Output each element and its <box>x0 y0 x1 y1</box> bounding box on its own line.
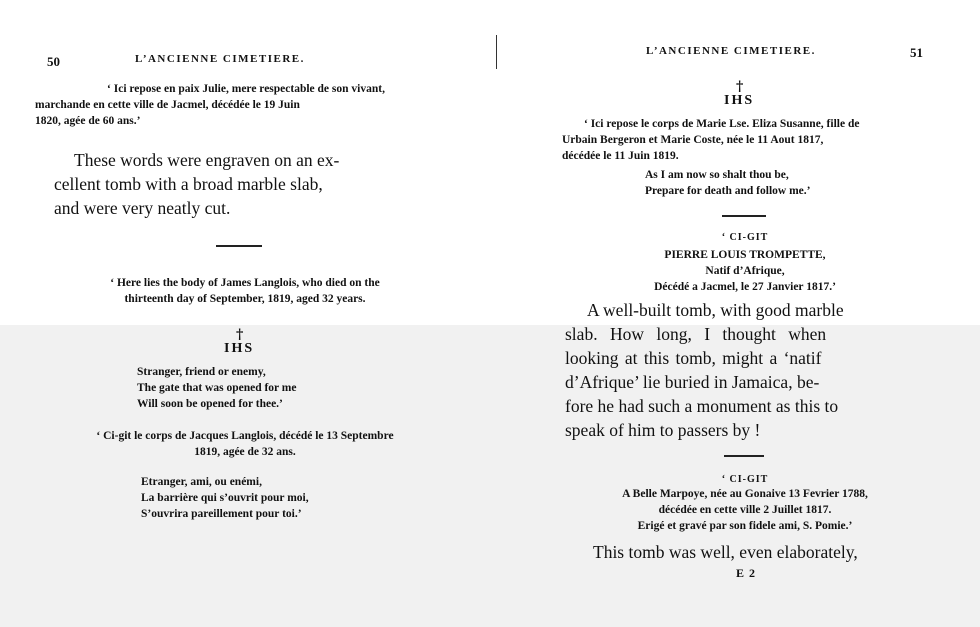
commentary-line: fore he had such a monument as this to <box>565 396 839 416</box>
epitaph-line: Natif d’Afrique, <box>705 265 785 277</box>
verse-english <box>137 364 397 412</box>
cross-icon: † <box>736 79 744 95</box>
commentary-line: d’Afrique’ lie buried in Jamaica, be- <box>565 372 820 392</box>
commentary-line: looking at this tomb, might a ‘natif <box>565 348 822 368</box>
commentary-line: speak of him to passers by ! <box>565 420 761 440</box>
epitaph-line: décédée le 11 Juin 1819. <box>562 150 679 162</box>
section-rule <box>216 245 262 247</box>
verse-french <box>141 474 421 522</box>
verse-line: As I am now so shalt thou be, <box>645 169 789 181</box>
commentary-line: A well-built tomb, with good marble <box>587 300 844 320</box>
verse-line: Prepare for death and follow me.’ <box>645 185 811 197</box>
epitaph-line: Décédé a Jacmel, le 27 Janvier 1817.’ <box>654 281 836 293</box>
ihs-monogram: IHS <box>224 341 255 356</box>
commentary-2 <box>565 298 937 442</box>
commentary-line: and were very neatly cut. <box>54 198 231 218</box>
epitaph-line: Urbain Bergeron et Marie Coste, née le 11 Aout 1817, <box>562 134 824 146</box>
epitaph-line: ‘ Ici repose en paix Julie, mere respectable de son vivant, <box>107 83 385 95</box>
section-rule <box>722 215 766 217</box>
epitaph-line: thirteenth day of September, 1819, aged 32 years. <box>124 293 366 305</box>
commentary-line: cellent tomb with a broad marble slab, <box>54 174 323 194</box>
verse-line: The gate that was opened for me <box>137 382 297 394</box>
epitaph-line: décédée en cette ville 2 Juillet 1817. <box>658 504 832 516</box>
verse-line: Etranger, ami, ou enémi, <box>141 476 262 488</box>
verse-line: S’ouvrira pareillement pour toi.’ <box>141 508 302 520</box>
ci-git-heading: ‘ CI-GIT <box>721 232 769 243</box>
running-head: L’ANCIENNE CIMETIERE. <box>646 45 816 57</box>
epitaph-line: ‘ Here lies the body of James Langlois, who died on the <box>110 277 380 289</box>
epitaph-james <box>40 275 450 307</box>
page-number: 51 <box>910 45 923 60</box>
right-page <box>500 0 980 627</box>
epitaph-marie <box>562 116 940 164</box>
verse-line: Will soon be opened for thee.’ <box>137 398 283 410</box>
epitaph-julie <box>35 81 457 129</box>
epitaph-pierre <box>580 247 910 295</box>
cross-icon: † <box>236 327 244 343</box>
epitaph-line: ‘ Ci-git le corps de Jacques Langlois, décédé le 13 Septembre <box>96 430 394 442</box>
section-rule <box>724 455 764 457</box>
epitaph-line: A Belle Marpoye, née au Gonaive 13 Fevrier 1788, <box>622 488 868 500</box>
epitaph-line: ‘ Ici repose le corps de Marie Lse. Eliza Susanne, fille de <box>584 118 860 130</box>
book-spine <box>496 35 497 69</box>
epitaph-line: 1820, agée de 60 ans.’ <box>35 115 141 127</box>
signature-mark: E 2 <box>736 566 757 580</box>
commentary-1 <box>54 148 434 220</box>
commentary-line: These words were engraven on an ex- <box>74 150 340 170</box>
ihs-monogram: IHS <box>724 93 755 108</box>
running-head: L’ANCIENNE CIMETIERE. <box>135 53 305 65</box>
verse-line: La barrière qui s’ouvrit pour moi, <box>141 492 309 504</box>
epitaph-line: Erigé et gravé par son fidele ami, S. Pomie.’ <box>637 520 853 532</box>
epitaph-jacques <box>50 428 440 460</box>
commentary-3: This tomb was well, even elaborately, <box>593 542 858 562</box>
epitaph-line: PIERRE LOUIS TROMPETTE, <box>664 249 826 261</box>
ci-git-heading: ‘ CI-GIT <box>721 474 769 485</box>
epitaph-line: marchande en cette ville de Jacmel, décédée le 19 Juin <box>35 99 300 111</box>
epitaph-belle <box>570 486 920 534</box>
epitaph-line: 1819, agée de 32 ans. <box>194 446 296 458</box>
commentary-line: slab. How long, I thought when <box>565 324 827 344</box>
verse-marie <box>645 167 905 199</box>
verse-line: Stranger, friend or enemy, <box>137 366 266 378</box>
page-number: 50 <box>47 54 60 69</box>
